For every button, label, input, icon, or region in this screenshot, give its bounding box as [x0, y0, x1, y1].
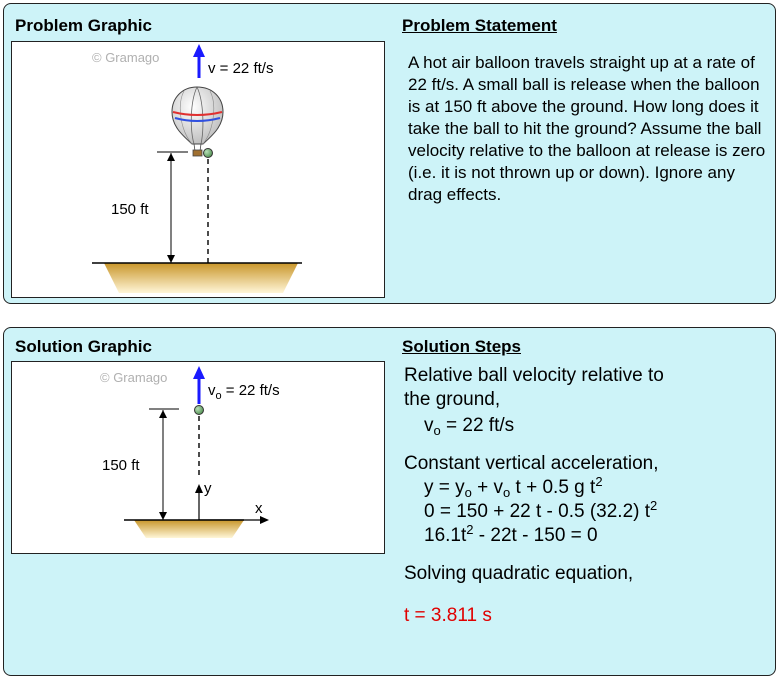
ground — [124, 520, 244, 538]
ball — [204, 149, 213, 158]
solution-graphic — [11, 361, 385, 554]
initial-velocity-arrow — [193, 366, 205, 404]
solution-graphic-title: Solution Graphic — [15, 337, 152, 356]
hot-air-balloon — [172, 87, 223, 156]
height-label: 150 ft — [111, 201, 149, 218]
ball — [195, 406, 204, 415]
problem-statement-text: A hot air balloon travels straight up at a rate of 22 ft/s. A small ball is release when the balloon is at 150 ft above the ground. How long does it take the ball to hit the ground? Assume the ball velocity relative to the balloon at release is zero (i.e. it is not thrown up or down). Ignore any drag effects. — [408, 53, 766, 204]
solution-steps — [404, 364, 664, 628]
equation-2: 0 = 150 + 22 t - 0.5 (32.2) $t^2$ — [424, 498, 658, 522]
equation-1: $y = y_o + v_o$ t + 0.5 g $t^2$ — [424, 474, 603, 500]
solution-steps-title: Solution Steps — [402, 337, 521, 356]
step-3-line-1: Solving quadratic equation, — [404, 563, 634, 584]
y-axis-arrow — [195, 484, 203, 520]
problem-statement-title: Problem Statement — [402, 16, 557, 35]
copyright-text: © Gramago — [92, 50, 160, 65]
height-dimension — [157, 152, 188, 263]
problem-graphic-title: Problem Graphic — [15, 16, 152, 35]
height-dimension — [149, 409, 179, 520]
y-axis-label: y — [204, 480, 212, 497]
velocity-label: v = 22 ft/s — [208, 60, 274, 77]
answer: t = 3.811 s — [404, 605, 492, 626]
step-1-line-1: Relative ball velocity relative to — [404, 365, 664, 386]
step-1-equation: $v_o = 22$ ft/s — [424, 415, 515, 438]
copyright-text: © Gramago — [100, 370, 168, 385]
velocity-arrow — [193, 44, 205, 78]
equation-3: $16.1t^2 - 22t - 150 = 0$ — [424, 522, 598, 546]
ground — [92, 263, 302, 293]
step-1-line-2: the ground, — [404, 389, 501, 410]
problem-panel — [3, 3, 776, 304]
x-axis-label: x — [255, 500, 263, 517]
problem-graphic — [11, 41, 385, 298]
solution-panel — [3, 327, 776, 676]
height-label: 150 ft — [102, 457, 140, 474]
step-2-line-1: Constant vertical acceleration, — [404, 453, 659, 474]
initial-velocity-label: $v_o = 22$ ft/s — [208, 382, 280, 402]
